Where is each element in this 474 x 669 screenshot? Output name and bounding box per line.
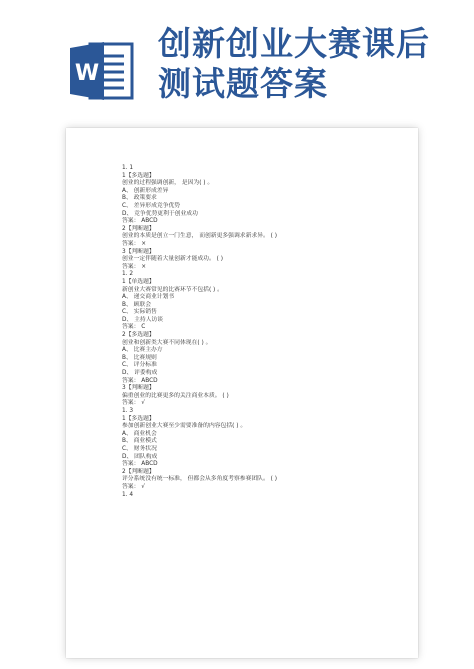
document-line: 1【多选题】 bbox=[122, 415, 155, 422]
document-line: D、 评委构成 bbox=[122, 370, 158, 377]
header bbox=[0, 0, 474, 110]
document-line: 创业的过程强调创新， 是因为( ) 。 bbox=[122, 180, 214, 187]
document-line: 答案： × bbox=[122, 263, 147, 270]
document-line: 1. 1 bbox=[122, 165, 134, 171]
document-line: 3【判断题】 bbox=[122, 385, 155, 392]
document-line: 答案： C bbox=[122, 324, 146, 331]
document-line: 答案： √ bbox=[122, 483, 145, 490]
document-line: 答案： ABCD bbox=[122, 218, 158, 225]
document-line: 1【单选题】 bbox=[122, 278, 155, 285]
document-line: 偏重创业的比赛更多的关注商业本质。 ( ) bbox=[122, 392, 229, 399]
page-title bbox=[158, 24, 430, 104]
document-line: B、 政策要求 bbox=[122, 195, 157, 202]
document-line: D、 竞争优势更利于创业成功 bbox=[122, 210, 198, 217]
document-line: 1【多选题】 bbox=[122, 172, 155, 179]
document-line: 创业的本质是创立一门生意， 而创新更多强调求新求异。 ( ) bbox=[122, 233, 277, 240]
word-letter: W bbox=[74, 61, 100, 86]
document-line: 2【判断题】 bbox=[122, 225, 155, 232]
document-line: A、 递交商业计划书 bbox=[122, 294, 175, 301]
document-line: 2【判断题】 bbox=[122, 468, 155, 475]
document-line: A、 商业机会 bbox=[122, 430, 157, 437]
document-line: A、 比赛主办方 bbox=[122, 347, 163, 354]
title-line-1: 创新创业大赛课后 bbox=[158, 24, 430, 63]
document-line: 答案： × bbox=[122, 240, 147, 247]
document-line: 答案： ABCD bbox=[122, 377, 158, 384]
document-line: 3【判断题】 bbox=[122, 248, 155, 255]
document-line: B、 比赛规则 bbox=[122, 354, 157, 361]
document-line: D、 主持人访谈 bbox=[122, 316, 164, 323]
document-line: 1. 3 bbox=[122, 408, 134, 414]
document-line: 1. 4 bbox=[122, 491, 134, 498]
document-line: C、 评分标准 bbox=[122, 362, 157, 369]
word-document-icon bbox=[68, 40, 134, 102]
document-line: 参加创新创业大赛至少需要准备的内容包括( ) 。 bbox=[122, 423, 247, 430]
document-line: 答案： √ bbox=[122, 400, 145, 407]
title-line-2: 测试题答案 bbox=[158, 64, 328, 103]
document-line: B、 顾联会 bbox=[122, 301, 152, 308]
document-line: C、 实际销售 bbox=[122, 309, 157, 316]
document-line: 评分系统没有统一标准， 但都会从多角度考察参赛团队。 ( ) bbox=[122, 476, 277, 483]
document-line: A、 创新形成差异 bbox=[122, 187, 169, 194]
document-line: 答案： ABCD bbox=[122, 461, 158, 468]
document-line: 1. 2 bbox=[122, 271, 134, 278]
document-line: C、 财务状况 bbox=[122, 445, 157, 452]
document-page bbox=[66, 128, 418, 658]
document-line: 2【多选题】 bbox=[122, 332, 155, 339]
document-content bbox=[122, 165, 402, 499]
document-line: 新创业大赛常见的比赛环节不包括( ) 。 bbox=[122, 286, 223, 293]
document-line: C、 差异形成竞争优势 bbox=[122, 202, 181, 209]
document-line: 创业和创新类大赛不同体现在( ) 。 bbox=[122, 339, 212, 346]
document-line: 创业一定伴随着大量创新才能成功。 ( ) bbox=[122, 256, 223, 263]
document-line: D、 团队构成 bbox=[122, 453, 158, 460]
document-line: B、 商业模式 bbox=[122, 438, 157, 445]
